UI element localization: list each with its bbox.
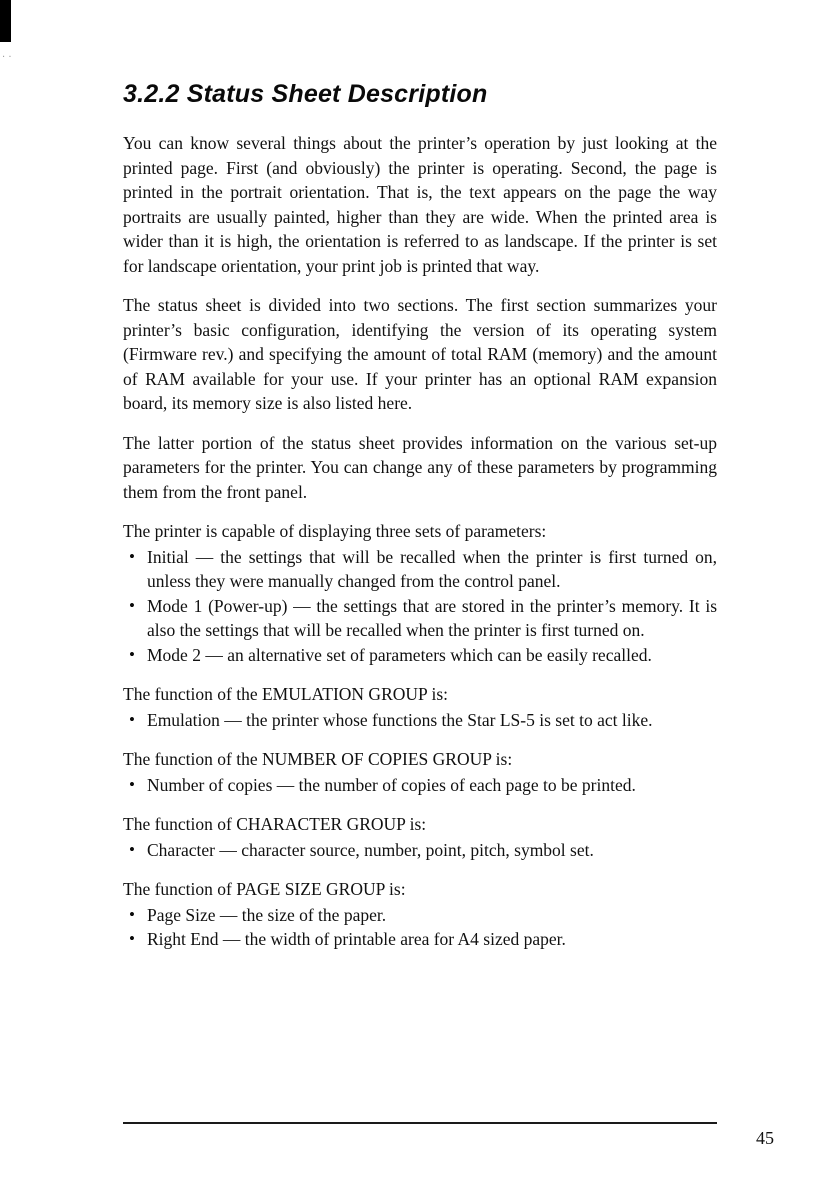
- page-content: [123, 80, 717, 967]
- paragraph-intro: You can know several things about the printer’s operation by just looking at the printed page. First (and obviously) the printer is operating. Second, the page is printed in the portrait orientation. That is, the text appears on the page the way portraits are usually painted, higher than they are wide. When the printed area is wider than it is high, the orientation is referred to as landscape. If the printer is set for landscape orientation, your print job is printed that way.: [123, 133, 717, 276]
- paragraph-emulation-group-intro: The function of the EMULATION GROUP is:: [123, 684, 449, 704]
- paragraph-copies-group-intro: The function of the NUMBER OF COPIES GROUP is:: [123, 749, 513, 769]
- bullet-list-parameter-sets: [123, 545, 717, 668]
- bullet-item: • Emulation — the printer whose functions the Star LS-5 is set to act like.: [147, 708, 717, 733]
- section-heading: 3.2.2 Status Sheet Description: [123, 80, 488, 108]
- bullet-item: • Mode 1 (Power-up) — the settings that are stored in the printer’s memory. It is also the settings that will be recalled when the printer is first turned on.: [147, 594, 717, 643]
- bullet-list-emulation: [123, 708, 717, 733]
- bullet-item: • Number of copies — the number of copies of each page to be printed.: [147, 773, 717, 798]
- paragraph-latter-portion: The latter portion of the status sheet provides information on the various set-up parameters for the printer. You can change any of these parameters by programming them from the front panel.: [123, 432, 717, 502]
- paragraph-three-sets-intro: The printer is capable of displaying three sets of parameters:: [123, 521, 547, 541]
- scan-artifact-bar: [0, 0, 11, 42]
- bullet-item: • Initial — the settings that will be recalled when the printer is first turned on, unless they were manually changed from the control panel.: [147, 545, 717, 594]
- scan-artifact-speck: · ·: [2, 52, 12, 63]
- bullet-list-character: [123, 838, 717, 863]
- bullet-item: • Mode 2 — an alternative set of parameters which can be easily recalled.: [147, 643, 717, 668]
- paragraph-status-sheet: The status sheet is divided into two sections. The first section summarizes your printer’s basic configuration, identifying the version of its operating system (Firmware rev.) and specifying the amount of total RAM (memory) and the amount of RAM available for your use. If your printer has an optional RAM expansion board, its memory size is also listed here.: [123, 295, 717, 413]
- paragraph-page-size-group-intro: The function of PAGE SIZE GROUP is:: [123, 879, 406, 899]
- bullet-list-page-size: [123, 903, 717, 952]
- bullet-item: • Page Size — the size of the paper.: [147, 903, 717, 928]
- bullet-list-copies: [123, 773, 717, 798]
- paragraph-character-group-intro: The function of CHARACTER GROUP is:: [123, 814, 427, 834]
- page-number: 45: [756, 1128, 774, 1148]
- bullet-item: • Character — character source, number, point, pitch, symbol set.: [147, 838, 717, 863]
- bullet-item: • Right End — the width of printable area for A4 sized paper.: [147, 927, 717, 952]
- footer-rule: [123, 1122, 717, 1124]
